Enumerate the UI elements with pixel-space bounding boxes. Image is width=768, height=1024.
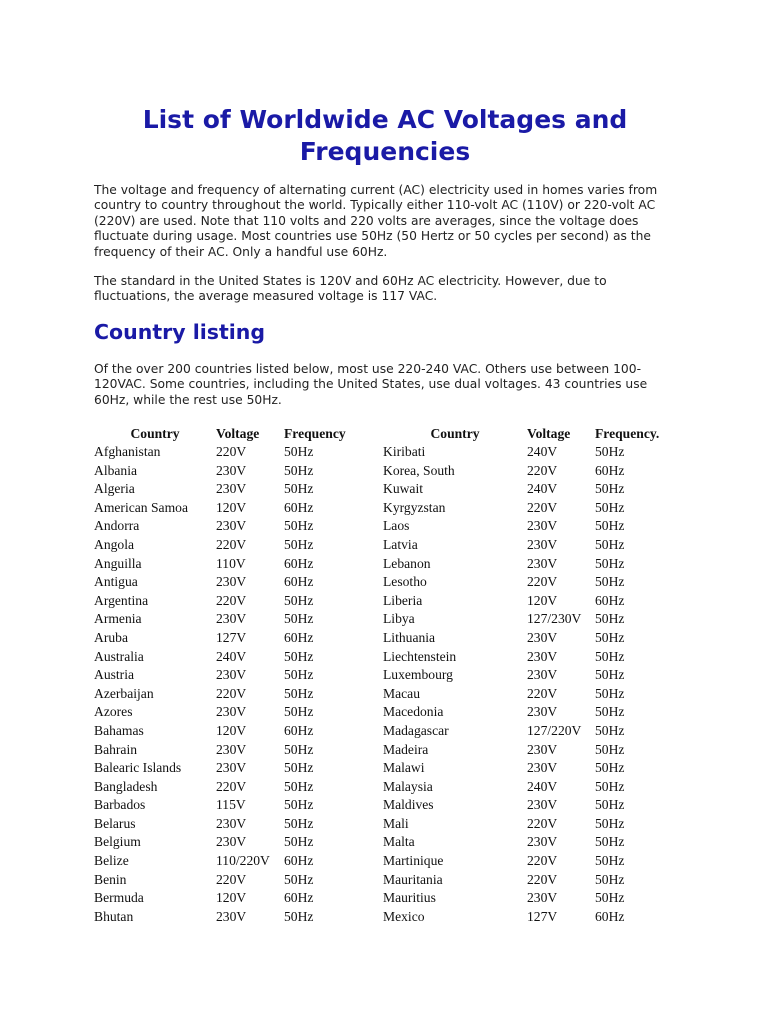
country-cell: Mexico [383, 908, 425, 924]
voltage-cell: 230V [216, 760, 247, 776]
voltage-cell: 230V [527, 797, 558, 813]
frequency-cell: 50Hz [595, 444, 625, 459]
voltage-cell: 230V [216, 611, 247, 627]
voltage-cell: 240V [527, 444, 558, 459]
table-row [94, 610, 374, 629]
country-cell: American Samoa [94, 499, 188, 515]
voltage-cell: 230V [527, 667, 558, 683]
header-frequency: Frequency [284, 426, 346, 441]
frequency-cell: 60Hz [595, 592, 625, 608]
table-row [94, 759, 374, 778]
frequency-cell: 50Hz [284, 815, 314, 831]
country-cell: Austria [94, 667, 135, 683]
country-cell: Lebanon [383, 555, 431, 571]
frequency-cell: 50Hz [284, 741, 314, 757]
frequency-cell: 50Hz [284, 444, 314, 459]
country-cell: Belarus [94, 815, 136, 831]
table-row [383, 610, 685, 629]
table-body [94, 443, 374, 926]
frequency-cell: 50Hz [595, 499, 625, 515]
frequency-cell: 50Hz [284, 797, 314, 813]
country-cell: Belize [94, 853, 129, 869]
frequency-cell: 50Hz [284, 592, 314, 608]
country-cell: Korea, South [383, 462, 455, 478]
table-row [94, 908, 374, 927]
country-cell: Mali [383, 815, 409, 831]
table-row [383, 443, 685, 462]
table-row [383, 722, 685, 741]
table-row [383, 666, 685, 685]
voltage-cell: 120V [216, 890, 247, 906]
table-row [94, 536, 374, 555]
voltage-cell: 230V [216, 815, 247, 831]
table-row [94, 592, 374, 611]
frequency-cell: 50Hz [595, 760, 625, 776]
table-row [383, 592, 685, 611]
country-table-left [94, 425, 374, 926]
voltage-cell: 220V [216, 871, 247, 887]
country-cell: Macedonia [383, 704, 444, 720]
frequency-cell: 50Hz [595, 518, 625, 534]
frequency-cell: 60Hz [595, 908, 625, 924]
country-cell: Anguilla [94, 555, 142, 571]
page-title: List of Worldwide AC Voltages and Frequencies [142, 105, 628, 166]
table-row [94, 852, 374, 871]
frequency-cell: 50Hz [284, 778, 314, 794]
country-cell: Lesotho [383, 574, 427, 590]
country-cell: Malawi [383, 760, 425, 776]
voltage-cell: 230V [216, 667, 247, 683]
table-row [383, 908, 685, 927]
table-row [383, 833, 685, 852]
table-row [94, 629, 374, 648]
country-cell: Azores [94, 704, 133, 720]
country-cell: Angola [94, 536, 135, 552]
frequency-cell: 50Hz [595, 648, 625, 664]
frequency-cell: 50Hz [595, 667, 625, 683]
voltage-cell: 230V [527, 760, 558, 776]
voltage-cell: 115V [216, 797, 246, 813]
table-row [94, 833, 374, 852]
table-header [94, 425, 374, 443]
country-cell: Martinique [383, 853, 444, 869]
table-row [94, 499, 374, 518]
voltage-cell: 230V [527, 704, 558, 720]
country-cell: Algeria [94, 481, 135, 497]
frequency-cell: 50Hz [595, 741, 625, 757]
frequency-cell: 50Hz [595, 853, 625, 869]
country-cell: Belgium [94, 834, 141, 850]
voltage-cell: 220V [216, 536, 247, 552]
voltage-cell: 220V [527, 499, 558, 515]
frequency-cell: 60Hz [284, 722, 314, 738]
country-cell: Lithuania [383, 629, 436, 645]
country-cell: Mauritius [383, 890, 436, 906]
table-row [383, 703, 685, 722]
country-cell: Barbados [94, 797, 146, 813]
table-row [383, 759, 685, 778]
frequency-cell: 60Hz [284, 499, 314, 515]
frequency-cell: 50Hz [284, 834, 314, 850]
frequency-cell: 60Hz [595, 462, 625, 478]
country-cell: Bhutan [94, 908, 134, 924]
table-row [94, 555, 374, 574]
country-cell: Argentina [94, 592, 149, 608]
frequency-cell: 50Hz [284, 518, 314, 534]
us-standard-paragraph: The standard in the United States is 120V and 60Hz AC electricity. However, due to fluctuations, the average measured voltage is 117 VAC. [94, 274, 607, 304]
table-row [94, 741, 374, 760]
voltage-cell: 220V [527, 853, 558, 869]
frequency-cell: 50Hz [595, 685, 625, 701]
header-country: Country [130, 426, 180, 441]
voltage-cell: 230V [216, 908, 247, 924]
header-frequency: Frequency. [595, 426, 660, 441]
voltage-cell: 230V [527, 518, 558, 534]
voltage-cell: 127/220V [527, 722, 582, 738]
table-row [383, 480, 685, 499]
table-row [383, 648, 685, 667]
frequency-cell: 50Hz [595, 574, 625, 590]
frequency-cell: 50Hz [595, 611, 625, 627]
voltage-cell: 120V [216, 722, 247, 738]
country-cell: Macau [383, 685, 420, 701]
table-row [383, 629, 685, 648]
voltage-cell: 220V [527, 574, 558, 590]
table-row [94, 889, 374, 908]
voltage-cell: 110V [216, 555, 246, 571]
country-cell: Antigua [94, 574, 138, 590]
table-row [94, 573, 374, 592]
country-cell: Azerbaijan [94, 685, 154, 701]
voltage-cell: 127/230V [527, 611, 582, 627]
frequency-cell: 50Hz [284, 536, 314, 552]
table-row [94, 685, 374, 704]
voltage-cell: 230V [216, 462, 247, 478]
frequency-cell: 50Hz [595, 629, 625, 645]
country-cell: Malaysia [383, 778, 433, 794]
table-row [383, 741, 685, 760]
listing-intro-paragraph: Of the over 200 countries listed below, most use 220-240 VAC. Others use between 100-120VAC. Some countries, including the United States, use dual voltages. 43 countries use 60Hz, while the rest use 50Hz. [94, 362, 648, 407]
intro-paragraph: The voltage and frequency of alternating current (AC) electricity used in homes varies from country to country throughout the world. Typically either 110-volt AC (110V) or 220-volt AC (220V) are used. Note that 110 volts and 220 volts are averages, since the voltage does fluctuate during usage. Most countries use 50Hz (50 Hertz or 50 cycles per second) as the frequency of their AC. Only a handful use 60Hz. [94, 183, 658, 259]
country-cell: Liberia [383, 592, 423, 608]
table-row [383, 871, 685, 890]
voltage-cell: 230V [527, 834, 558, 850]
frequency-cell: 50Hz [284, 704, 314, 720]
country-cell: Kyrgyzstan [383, 499, 446, 515]
frequency-cell: 50Hz [595, 815, 625, 831]
voltage-cell: 230V [216, 481, 247, 497]
frequency-cell: 50Hz [595, 890, 625, 906]
voltage-cell: 220V [527, 871, 558, 887]
table-row [94, 815, 374, 834]
table-row [383, 536, 685, 555]
voltage-cell: 230V [527, 629, 558, 645]
country-cell: Maldives [383, 797, 434, 813]
frequency-cell: 50Hz [284, 481, 314, 497]
voltage-cell: 120V [527, 592, 558, 608]
table-row [94, 778, 374, 797]
voltage-cell: 230V [216, 741, 247, 757]
frequency-cell: 50Hz [595, 722, 625, 738]
header-voltage: Voltage [216, 426, 260, 441]
voltage-cell: 230V [216, 834, 247, 850]
header-voltage: Voltage [527, 426, 571, 441]
header-country: Country [430, 426, 480, 441]
table-row [383, 499, 685, 518]
voltage-cell: 230V [527, 741, 558, 757]
voltage-cell: 220V [527, 815, 558, 831]
table-row [94, 462, 374, 481]
table-row [383, 573, 685, 592]
table-body [383, 443, 685, 926]
country-cell: Armenia [94, 611, 142, 627]
voltage-cell: 220V [527, 685, 558, 701]
frequency-cell: 60Hz [284, 574, 314, 590]
frequency-cell: 50Hz [595, 871, 625, 887]
country-cell: Australia [94, 648, 144, 664]
country-cell: Kuwait [383, 481, 424, 497]
frequency-cell: 50Hz [284, 871, 314, 887]
frequency-cell: 60Hz [284, 555, 314, 571]
country-cell: Benin [94, 871, 127, 887]
frequency-cell: 50Hz [284, 648, 314, 664]
voltage-cell: 220V [216, 685, 247, 701]
table-row [94, 648, 374, 667]
table-row [94, 666, 374, 685]
voltage-cell: 230V [216, 704, 247, 720]
voltage-cell: 230V [527, 536, 558, 552]
frequency-cell: 50Hz [284, 611, 314, 627]
frequency-cell: 50Hz [284, 462, 314, 478]
voltage-cell: 240V [216, 648, 247, 664]
frequency-cell: 60Hz [284, 853, 314, 869]
table-row [94, 517, 374, 536]
voltage-cell: 230V [527, 648, 558, 664]
country-cell: Albania [94, 462, 138, 478]
voltage-cell: 230V [527, 890, 558, 906]
table-row [94, 871, 374, 890]
table-row [94, 443, 374, 462]
frequency-cell: 50Hz [284, 685, 314, 701]
section-heading: Country listing [94, 320, 266, 344]
table-row [94, 796, 374, 815]
frequency-cell: 50Hz [595, 778, 625, 794]
voltage-cell: 127V [216, 629, 247, 645]
voltage-cell: 220V [527, 462, 558, 478]
frequency-cell: 50Hz [595, 797, 625, 813]
frequency-cell: 50Hz [595, 536, 625, 552]
table-row [383, 685, 685, 704]
country-table-right [383, 425, 685, 926]
country-cell: Latvia [383, 536, 418, 552]
table-row [383, 555, 685, 574]
frequency-cell: 50Hz [595, 481, 625, 497]
table-row [383, 852, 685, 871]
country-cell: Madagascar [383, 722, 449, 738]
country-cell: Laos [383, 518, 410, 534]
country-cell: Madeira [383, 741, 429, 757]
voltage-cell: 127V [527, 908, 558, 924]
table-row [383, 815, 685, 834]
frequency-cell: 50Hz [284, 760, 314, 776]
table-header [383, 425, 685, 443]
voltage-cell: 110/220V [216, 853, 270, 869]
country-cell: Mauritania [383, 871, 443, 887]
frequency-cell: 50Hz [284, 667, 314, 683]
table-row [383, 462, 685, 481]
voltage-cell: 220V [216, 592, 247, 608]
frequency-cell: 60Hz [284, 890, 314, 906]
country-cell: Balearic Islands [94, 760, 182, 776]
country-cell: Bermuda [94, 890, 144, 906]
country-cell: Liechtenstein [383, 648, 457, 664]
table-row [94, 722, 374, 741]
frequency-cell: 50Hz [595, 704, 625, 720]
voltage-cell: 240V [527, 481, 558, 497]
voltage-cell: 240V [527, 778, 558, 794]
voltage-cell: 230V [527, 555, 558, 571]
country-cell: Kiribati [383, 444, 426, 459]
country-cell: Luxembourg [383, 667, 453, 683]
country-cell: Bahamas [94, 722, 144, 738]
table-row [94, 703, 374, 722]
voltage-cell: 220V [216, 444, 247, 459]
voltage-cell: 230V [216, 574, 247, 590]
frequency-cell: 50Hz [284, 908, 314, 924]
frequency-cell: 60Hz [284, 629, 314, 645]
table-row [383, 517, 685, 536]
country-cell: Bangladesh [94, 778, 158, 794]
frequency-cell: 50Hz [595, 834, 625, 850]
voltage-cell: 220V [216, 778, 247, 794]
table-row [383, 889, 685, 908]
country-cell: Andorra [94, 518, 140, 534]
country-cell: Libya [383, 611, 415, 627]
country-cell: Bahrain [94, 741, 138, 757]
voltage-cell: 230V [216, 518, 247, 534]
country-cell: Aruba [94, 629, 128, 645]
country-cell: Afghanistan [94, 444, 161, 459]
country-cell: Malta [383, 834, 415, 850]
frequency-cell: 50Hz [595, 555, 625, 571]
table-row [383, 796, 685, 815]
table-row [383, 778, 685, 797]
table-row [94, 480, 374, 499]
voltage-cell: 120V [216, 499, 247, 515]
